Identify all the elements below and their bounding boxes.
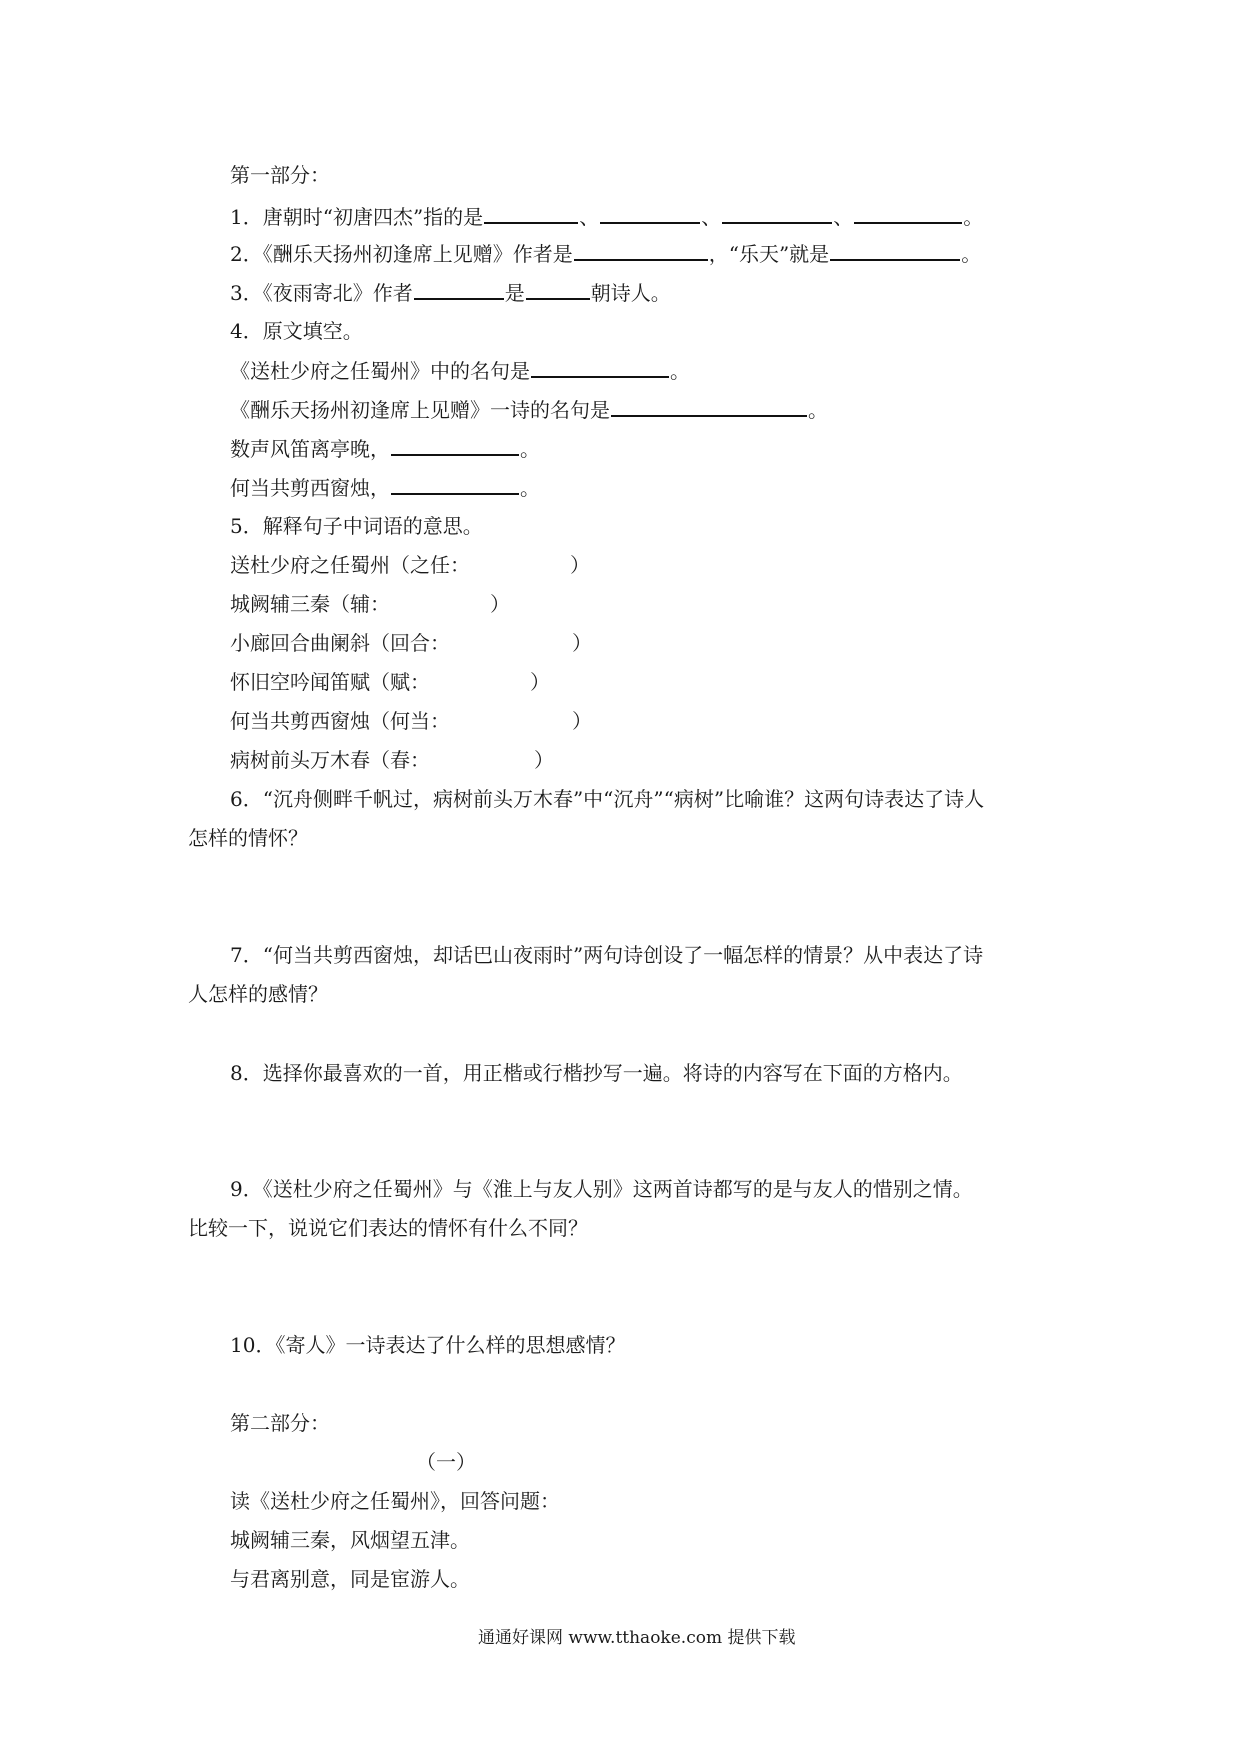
word-item-text: 何当共剪西窗烛（何当： (230, 709, 450, 733)
answer-blank[interactable] (600, 204, 700, 224)
word-item-text: 城阙辅三秦（辅： (230, 592, 390, 616)
close-paren: ） (570, 553, 590, 577)
question-6-line-1: 6．“沉舟侧畔千帆过，病树前头万木春”中“沉舟”“病树”比喻谁？这两句诗表达了诗人 (230, 787, 985, 811)
question-4-line-1 (230, 358, 690, 383)
separator: 、 (579, 205, 600, 229)
question-4-line-4 (230, 475, 540, 500)
question-8: 8．选择你最喜欢的一首，用正楷或行楷抄写一遍。将诗的内容写在下面的方格内。 (230, 1061, 963, 1085)
question-2-text: 2．《酬乐天扬州初逢席上见赠》作者是 (230, 242, 573, 266)
word-item (230, 748, 554, 772)
period: 。 (520, 437, 540, 461)
word-item (230, 670, 550, 694)
question-4-line-3-text: 数声风笛离亭晚， (230, 437, 390, 461)
question-6-line-2: 怎样的情怀？ (188, 826, 308, 850)
answer-blank[interactable] (722, 204, 832, 224)
answer-blank[interactable] (574, 241, 708, 261)
question-2-mid-text: ，“乐天”就是 (708, 242, 830, 266)
poem-line: 城阙辅三秦，风烟望五津。 (230, 1528, 470, 1552)
period: 。 (961, 242, 982, 266)
answer-blank[interactable] (526, 280, 590, 300)
poem-line: 与君离别意，同是宦游人。 (230, 1567, 470, 1591)
word-item (230, 631, 592, 655)
answer-blank[interactable] (414, 280, 504, 300)
word-item-text: 送杜少府之任蜀州（之任： (230, 553, 470, 577)
question-7-line-2: 人怎样的感情？ (188, 982, 328, 1006)
answer-blank[interactable] (391, 475, 519, 495)
question-4-line-3 (230, 436, 540, 461)
question-4-line-2-text: 《酬乐天扬州初逢席上见赠》一诗的名句是 (230, 398, 610, 422)
answer-blank[interactable] (391, 436, 519, 456)
page-footer: 通通好课网 www.tthaoke.com 提供下载 (478, 1628, 796, 1648)
question-3-text: 3．《夜雨寄北》作者 (230, 281, 413, 305)
word-item-text: 病树前头万木春（春： (230, 748, 430, 772)
question-10: 10．《寄人》一诗表达了什么样的思想感情？ (230, 1333, 626, 1357)
word-item (230, 553, 590, 577)
question-9-line-2: 比较一下，说说它们表达的情怀有什么不同？ (188, 1216, 588, 1240)
question-1-text: 1．唐朝时“初唐四杰”指的是 (230, 205, 484, 229)
close-paren: ） (530, 670, 550, 694)
reading-instruction: 读《送杜少府之任蜀州》，回答问题： (230, 1489, 560, 1513)
close-paren: ） (572, 631, 592, 655)
question-7-line-1: 7．“何当共剪西窗烛，却话巴山夜雨时”两句诗创设了一幅怎样的情景？从中表达了诗 (230, 943, 984, 967)
section-number: （一） (416, 1450, 476, 1474)
close-paren: ） (490, 592, 510, 616)
question-4-line-1-text: 《送杜少府之任蜀州》中的名句是 (230, 359, 530, 383)
answer-blank[interactable] (854, 204, 962, 224)
part2-heading: 第二部分： (230, 1411, 330, 1435)
question-4-line-4-text: 何当共剪西窗烛， (230, 476, 390, 500)
question-4: 4．原文填空。 (230, 319, 363, 343)
question-3-mid-text: 是 (504, 281, 525, 305)
answer-blank[interactable] (531, 358, 669, 378)
question-3-end-text: 朝诗人。 (590, 281, 671, 305)
answer-blank[interactable] (830, 241, 960, 261)
close-paren: ） (534, 748, 554, 772)
answer-blank[interactable] (484, 204, 578, 224)
separator: 、 (701, 205, 722, 229)
question-2 (230, 241, 981, 266)
question-1 (230, 204, 983, 229)
word-item (230, 709, 592, 733)
word-item-text: 小廊回合曲阑斜（回合： (230, 631, 450, 655)
period: 。 (808, 398, 828, 422)
period: 。 (963, 205, 984, 229)
period: 。 (520, 476, 540, 500)
question-4-line-2 (230, 397, 828, 422)
part1-heading: 第一部分： (230, 163, 330, 187)
word-item (230, 592, 510, 616)
close-paren: ） (572, 709, 592, 733)
answer-blank[interactable] (611, 397, 807, 417)
question-9-line-1: 9．《送杜少府之任蜀州》与《淮上与友人别》这两首诗都写的是与友人的惜别之情。 (230, 1177, 973, 1201)
separator: 、 (833, 205, 854, 229)
period: 。 (670, 359, 690, 383)
question-3 (230, 280, 671, 305)
question-5: 5．解释句子中词语的意思。 (230, 514, 483, 538)
word-item-text: 怀旧空吟闻笛赋（赋： (230, 670, 430, 694)
